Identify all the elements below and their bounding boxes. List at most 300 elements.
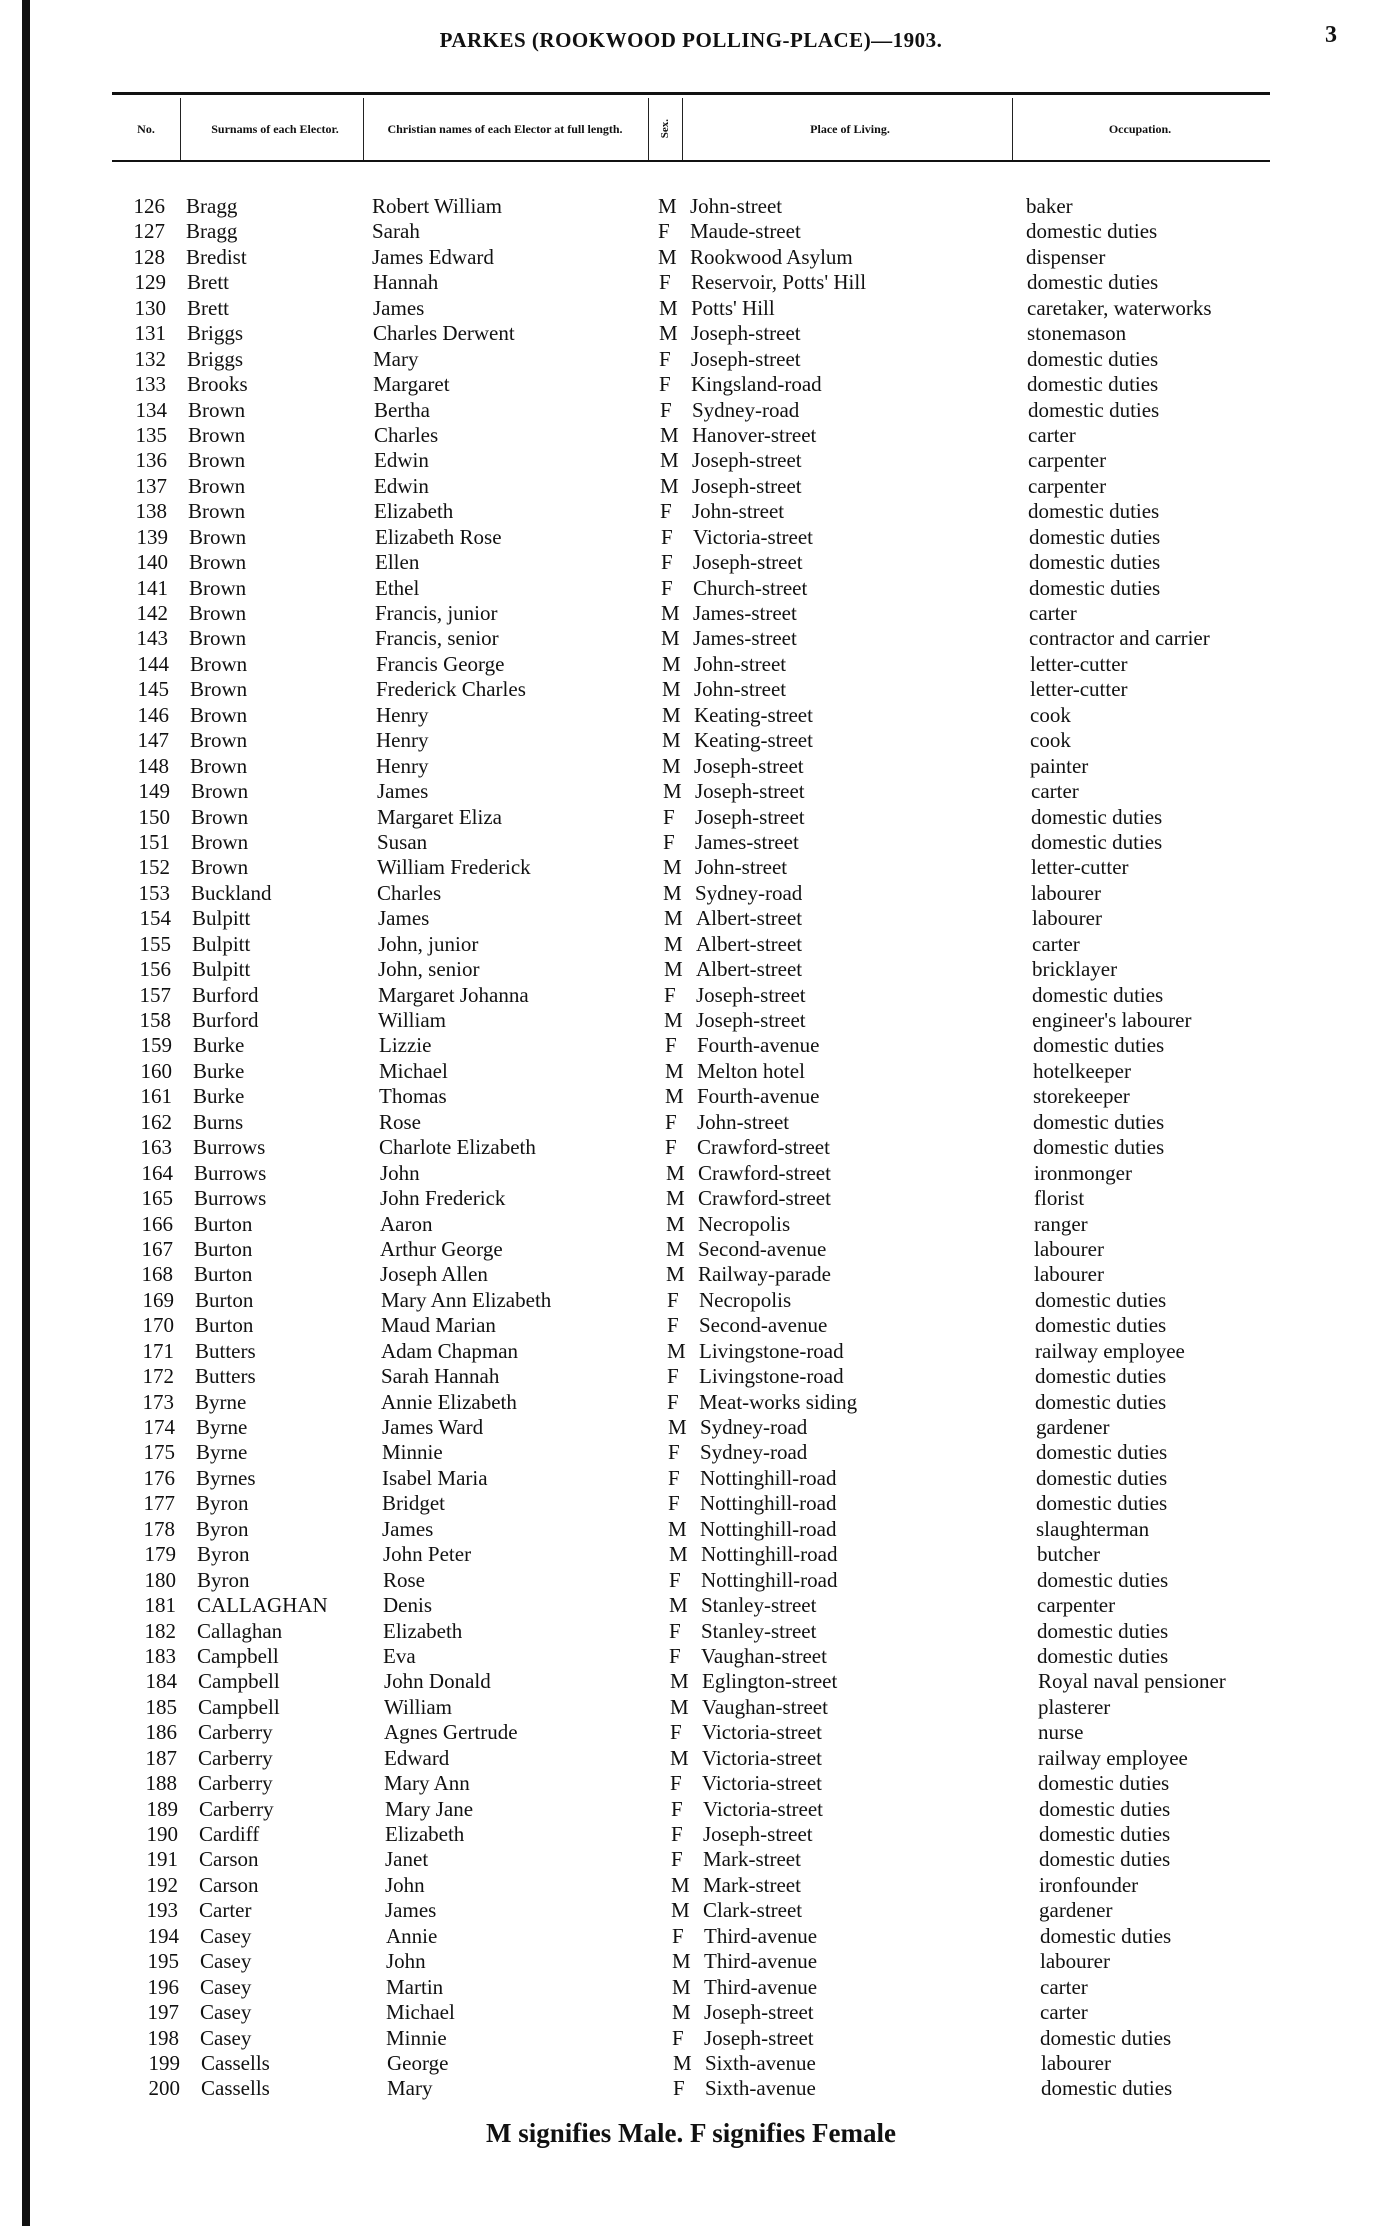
header-divider — [363, 98, 364, 160]
elector-number: 187 — [145, 1745, 177, 1770]
col-header-surname: Surnams of each Elector. — [211, 121, 339, 136]
elector-row — [0, 601, 1382, 626]
elector-occupation: cook — [1030, 702, 1071, 727]
elector-row — [0, 1110, 1382, 1135]
elector-christian-names: Rose — [383, 1567, 425, 1592]
elector-place-of-living: Albert-street — [696, 957, 803, 982]
elector-row — [0, 1593, 1382, 1618]
elector-christian-names: Joseph Allen — [380, 1262, 488, 1287]
elector-row — [0, 1695, 1382, 1720]
elector-row — [0, 1847, 1382, 1872]
elector-number: 144 — [137, 651, 169, 676]
elector-number: 128 — [133, 244, 165, 269]
elector-number: 182 — [144, 1618, 176, 1643]
elector-surname: Brown — [189, 601, 247, 625]
elector-sex: F — [659, 372, 671, 397]
elector-number: 151 — [138, 829, 170, 854]
elector-occupation: domestic duties — [1039, 1847, 1171, 1872]
elector-number: 162 — [140, 1109, 172, 1134]
elector-occupation: carter — [1040, 1974, 1088, 1999]
elector-occupation: railway employee — [1035, 1338, 1185, 1363]
elector-row — [0, 1440, 1382, 1465]
elector-occupation: carpenter — [1028, 448, 1107, 473]
elector-number: 185 — [145, 1694, 177, 1719]
elector-row — [0, 296, 1382, 321]
elector-christian-names: Henry — [376, 702, 429, 727]
elector-sex: M — [669, 1542, 688, 1567]
elector-sex: F — [660, 397, 672, 422]
elector-occupation: carter — [1040, 2000, 1088, 2025]
elector-row — [0, 398, 1382, 423]
elector-surname: Burns — [193, 1109, 244, 1134]
elector-row — [0, 2026, 1382, 2051]
elector-place-of-living: Reservoir, Potts' Hill — [691, 270, 867, 295]
elector-number: 164 — [141, 1160, 173, 1185]
elector-surname: Burton — [195, 1313, 254, 1338]
elector-sex: M — [663, 779, 682, 804]
elector-place-of-living: Sixth-avenue — [705, 2076, 816, 2101]
elector-sex: F — [659, 346, 671, 371]
elector-number: 183 — [144, 1643, 176, 1668]
elector-sex: M — [666, 1211, 685, 1236]
elector-surname: Brown — [190, 677, 248, 702]
elector-sex: F — [661, 575, 673, 600]
elector-surname: Casey — [200, 2000, 252, 2025]
elector-occupation: butcher — [1037, 1542, 1100, 1567]
elector-occupation: nurse — [1038, 1720, 1084, 1745]
elector-surname: Brett — [187, 270, 229, 295]
elector-christian-names: Elizabeth Rose — [375, 524, 502, 549]
elector-christian-names: Ellen — [375, 550, 420, 575]
elector-sex: M — [666, 1160, 685, 1185]
elector-row — [0, 957, 1382, 982]
elector-sex: F — [665, 1109, 677, 1134]
elector-surname: Burton — [194, 1262, 253, 1287]
elector-occupation: stonemason — [1027, 321, 1127, 346]
elector-surname: Cassells — [201, 2050, 270, 2075]
elector-sex: M — [660, 422, 679, 447]
elector-place-of-living: Sydney-road — [692, 397, 800, 422]
elector-christian-names: Annie — [386, 1923, 438, 1948]
elector-surname: Bredist — [186, 244, 247, 269]
elector-surname: Casey — [200, 1949, 252, 1974]
elector-occupation: domestic duties — [1029, 575, 1161, 600]
elector-place-of-living: Crawford-street — [698, 1186, 831, 1211]
elector-place-of-living: John-street — [694, 651, 787, 676]
elector-row — [0, 1568, 1382, 1593]
elector-surname: Buckland — [191, 880, 272, 905]
elector-sex: F — [659, 270, 671, 295]
elector-surname: Brown — [188, 448, 246, 473]
elector-occupation: domestic duties — [1035, 1287, 1167, 1312]
elector-place-of-living: Fourth-avenue — [697, 1033, 820, 1058]
elector-row — [0, 1212, 1382, 1237]
elector-number: 178 — [143, 1516, 175, 1541]
elector-sex: F — [667, 1287, 679, 1312]
elector-number: 173 — [142, 1389, 174, 1414]
elector-occupation: domestic duties — [1040, 2025, 1172, 2050]
elector-sex: F — [661, 524, 673, 549]
elector-occupation: engineer's labourer — [1032, 1008, 1192, 1032]
elector-occupation: slaughterman — [1036, 1516, 1150, 1541]
elector-number: 159 — [140, 1033, 172, 1058]
elector-christian-names: Aaron — [380, 1211, 433, 1236]
elector-surname: Casey — [200, 1923, 252, 1948]
elector-surname: Burke — [193, 1033, 245, 1058]
elector-place-of-living: Third-avenue — [704, 1923, 818, 1948]
elector-number: 166 — [141, 1211, 173, 1236]
elector-occupation: domestic duties — [1035, 1364, 1167, 1389]
elector-place-of-living: Maude-street — [690, 219, 801, 244]
elector-christian-names: Bridget — [382, 1491, 445, 1516]
elector-number: 139 — [136, 524, 168, 549]
elector-row — [0, 1517, 1382, 1542]
elector-sex: M — [672, 2000, 691, 2025]
elector-christian-names: Eva — [383, 1643, 416, 1668]
elector-surname: Byron — [196, 1491, 249, 1516]
elector-surname: Byron — [197, 1567, 250, 1592]
elector-sex: M — [670, 1694, 689, 1719]
elector-christian-names: John — [380, 1160, 420, 1185]
elector-sex: F — [672, 1923, 684, 1948]
elector-number: 186 — [145, 1720, 177, 1745]
elector-occupation: domestic duties — [1036, 1440, 1168, 1465]
elector-christian-names: Charles — [377, 880, 442, 905]
elector-row — [0, 779, 1382, 804]
elector-number: 176 — [143, 1465, 175, 1490]
elector-sex: M — [671, 1898, 690, 1923]
elector-number: 196 — [147, 1974, 179, 1999]
elector-christian-names: Adam Chapman — [381, 1338, 519, 1363]
elector-surname: Carberry — [198, 1771, 273, 1796]
elector-row — [0, 1797, 1382, 1822]
elector-row — [0, 1262, 1382, 1287]
elector-place-of-living: Melton hotel — [697, 1058, 805, 1083]
elector-sex: F — [669, 1618, 681, 1643]
elector-occupation: domestic duties — [1037, 1618, 1169, 1643]
elector-surname: Burford — [192, 1008, 259, 1032]
elector-surname: Casey — [200, 2025, 252, 2050]
elector-row — [0, 881, 1382, 906]
elector-surname: Briggs — [187, 321, 244, 346]
elector-row — [0, 2076, 1382, 2101]
elector-surname: Carberry — [199, 1796, 274, 1821]
elector-occupation: cook — [1030, 728, 1071, 753]
elector-christian-names: James — [377, 779, 429, 804]
elector-number: 180 — [144, 1567, 176, 1592]
elector-occupation: baker — [1026, 194, 1073, 218]
elector-number: 156 — [139, 957, 171, 982]
elector-surname: Brown — [190, 702, 248, 727]
elector-place-of-living: Joseph-street — [695, 779, 805, 804]
elector-surname: Butters — [195, 1338, 256, 1363]
page-number: 3 — [1325, 22, 1337, 48]
elector-row — [0, 245, 1382, 270]
header-divider — [180, 98, 181, 160]
elector-number: 154 — [139, 906, 171, 931]
elector-surname: Callaghan — [197, 1618, 283, 1643]
col-header-occupation: Occupation. — [1108, 121, 1172, 136]
elector-occupation: domestic duties — [1036, 1465, 1168, 1490]
elector-sex: M — [664, 1008, 683, 1032]
elector-number: 167 — [141, 1236, 173, 1261]
elector-row — [0, 499, 1382, 524]
elector-number: 188 — [145, 1771, 177, 1796]
elector-christian-names: Denis — [383, 1593, 432, 1618]
elector-occupation: domestic duties — [1031, 804, 1163, 829]
elector-surname: Bulpitt — [192, 957, 251, 982]
elector-row — [0, 1033, 1382, 1058]
elector-number: 198 — [147, 2025, 179, 2050]
elector-christian-names: Henry — [376, 728, 429, 753]
elector-christian-names: William Frederick — [377, 855, 531, 880]
elector-row — [0, 754, 1382, 779]
elector-christian-names: Hannah — [373, 270, 439, 295]
elector-sex: F — [669, 1643, 681, 1668]
elector-sex: M — [665, 1084, 684, 1109]
elector-occupation: carpenter — [1037, 1593, 1116, 1618]
elector-row — [0, 906, 1382, 931]
elector-surname: Carter — [199, 1898, 252, 1923]
elector-number: 181 — [144, 1593, 176, 1618]
elector-christian-names: Isabel Maria — [382, 1465, 488, 1490]
elector-occupation: letter-cutter — [1031, 855, 1129, 880]
elector-place-of-living: Sixth-avenue — [705, 2050, 816, 2075]
elector-number: 175 — [143, 1440, 175, 1465]
elector-number: 136 — [135, 448, 167, 473]
elector-surname: Brown — [191, 855, 249, 880]
elector-sex: F — [660, 499, 672, 524]
elector-surname: Bulpitt — [192, 906, 251, 931]
elector-number: 165 — [141, 1186, 173, 1211]
elector-christian-names: John — [386, 1949, 426, 1974]
elector-number: 140 — [136, 550, 168, 575]
elector-sex: F — [670, 1771, 682, 1796]
elector-place-of-living: James-street — [693, 601, 797, 625]
elector-christian-names: Maud Marian — [381, 1313, 496, 1338]
elector-place-of-living: Nottinghill-road — [700, 1465, 837, 1490]
elector-surname: Brown — [188, 422, 246, 447]
elector-christian-names: Bertha — [374, 397, 430, 422]
col-header-place: Place of Living. — [810, 121, 890, 136]
elector-surname: Byrne — [196, 1440, 248, 1465]
elector-occupation: domestic duties — [1039, 1822, 1171, 1846]
elector-place-of-living: John-street — [695, 855, 788, 880]
elector-number: 193 — [146, 1898, 178, 1923]
elector-row — [0, 1339, 1382, 1364]
elector-number: 127 — [133, 219, 165, 244]
elector-row — [0, 1720, 1382, 1745]
elector-surname: Briggs — [187, 346, 244, 371]
elector-row — [0, 1619, 1382, 1644]
elector-number: 126 — [133, 194, 165, 218]
elector-christian-names: Henry — [376, 753, 429, 778]
elector-occupation: hotelkeeper — [1033, 1058, 1131, 1083]
elector-place-of-living: Nottinghill-road — [700, 1516, 837, 1541]
elector-row — [0, 219, 1382, 244]
elector-place-of-living: Joseph-street — [692, 448, 802, 473]
elector-number: 171 — [142, 1338, 174, 1363]
elector-place-of-living: Sydney-road — [695, 880, 803, 905]
elector-occupation: contractor and carrier — [1029, 626, 1210, 651]
elector-number: 133 — [134, 372, 166, 397]
elector-number: 163 — [140, 1135, 172, 1160]
elector-christian-names: Francis, junior — [375, 601, 498, 625]
elector-place-of-living: Victoria-street — [693, 524, 814, 549]
elector-sex: M — [659, 321, 678, 346]
elector-row — [0, 372, 1382, 397]
elector-christian-names: John Frederick — [380, 1186, 506, 1211]
elector-christian-names: John Donald — [384, 1669, 491, 1694]
elector-occupation: domestic duties — [1027, 270, 1159, 295]
elector-sex: M — [662, 702, 681, 727]
elector-sex: F — [667, 1389, 679, 1414]
elector-surname: Bulpitt — [192, 931, 251, 956]
elector-place-of-living: James-street — [693, 626, 797, 651]
elector-place-of-living: Stanley-street — [701, 1618, 817, 1643]
elector-number: 138 — [135, 499, 167, 524]
electors-list — [0, 194, 1382, 2102]
elector-christian-names: Martin — [386, 1974, 444, 1999]
elector-row — [0, 270, 1382, 295]
elector-sex: M — [662, 651, 681, 676]
elector-occupation: ranger — [1034, 1211, 1088, 1236]
elector-surname: Brown — [191, 804, 249, 829]
elector-place-of-living: John-street — [690, 194, 783, 218]
elector-surname: Carberry — [198, 1745, 273, 1770]
elector-sex: M — [669, 1593, 688, 1618]
elector-row — [0, 983, 1382, 1008]
elector-place-of-living: James-street — [695, 829, 799, 854]
elector-number: 168 — [141, 1262, 173, 1287]
elector-sex: M — [672, 1974, 691, 1999]
elector-surname: Byron — [196, 1516, 249, 1541]
elector-row — [0, 321, 1382, 346]
elector-place-of-living: Second-avenue — [699, 1313, 828, 1338]
elector-occupation: domestic duties — [1029, 550, 1161, 575]
elector-number: 145 — [137, 677, 169, 702]
elector-place-of-living: Church-street — [693, 575, 808, 600]
elector-sex: F — [672, 2025, 684, 2050]
elector-row — [0, 525, 1382, 550]
elector-row — [0, 1822, 1382, 1847]
elector-christian-names: John, senior — [378, 957, 480, 982]
elector-christian-names: Sarah — [372, 219, 420, 244]
elector-place-of-living: Third-avenue — [704, 1974, 818, 1999]
header-divider — [1012, 98, 1013, 160]
elector-number: 174 — [143, 1415, 175, 1439]
elector-number: 169 — [142, 1287, 174, 1312]
elector-sex: M — [670, 1669, 689, 1694]
elector-number: 141 — [136, 575, 168, 600]
elector-surname: Brown — [190, 651, 248, 676]
elector-surname: Byron — [197, 1542, 250, 1567]
header-top-rule — [112, 92, 1270, 95]
elector-christian-names: Michael — [379, 1058, 448, 1083]
elector-number: 150 — [138, 804, 170, 829]
elector-occupation: carter — [1032, 931, 1080, 956]
elector-occupation: domestic duties — [1035, 1313, 1167, 1338]
elector-surname: Brown — [189, 626, 247, 651]
elector-occupation: domestic duties — [1027, 372, 1159, 397]
elector-place-of-living: Hanover-street — [692, 422, 817, 447]
elector-row — [0, 347, 1382, 372]
elector-row — [0, 1873, 1382, 1898]
elector-place-of-living: Meat-works siding — [699, 1389, 858, 1414]
elector-number: 152 — [138, 855, 170, 880]
elector-occupation: domestic duties — [1032, 982, 1164, 1007]
elector-number: 179 — [144, 1542, 176, 1567]
elector-place-of-living: Victoria-street — [702, 1720, 823, 1745]
elector-surname: Carberry — [198, 1720, 273, 1745]
elector-sex: M — [665, 1058, 684, 1083]
elector-sex: F — [668, 1440, 680, 1465]
elector-occupation: plasterer — [1038, 1694, 1111, 1719]
elector-sex: M — [660, 473, 679, 498]
elector-sex: M — [663, 855, 682, 880]
elector-row — [0, 576, 1382, 601]
elector-sex: F — [668, 1465, 680, 1490]
page-title: PARKES (ROOKWOOD POLLING-PLACE)—1903. — [439, 28, 943, 52]
elector-christian-names: Michael — [386, 2000, 455, 2025]
elector-row — [0, 194, 1382, 219]
elector-occupation: ironmonger — [1034, 1160, 1132, 1185]
elector-sex: F — [663, 804, 675, 829]
elector-place-of-living: Joseph-street — [691, 321, 801, 346]
elector-sex: M — [658, 194, 677, 218]
elector-christian-names: William — [384, 1694, 452, 1719]
elector-christian-names: James — [373, 295, 425, 320]
elector-surname: Byrne — [196, 1415, 248, 1439]
elector-christian-names: James — [385, 1898, 437, 1923]
elector-christian-names: Robert William — [372, 194, 502, 218]
elector-christian-names: Elizabeth — [385, 1822, 465, 1846]
elector-place-of-living: Third-avenue — [704, 1949, 818, 1974]
elector-number: 160 — [140, 1058, 172, 1083]
elector-surname: Casey — [200, 1974, 252, 1999]
col-header-sex-label: Sex. — [658, 119, 671, 139]
elector-place-of-living: Mark-street — [703, 1847, 801, 1872]
elector-surname: Brown — [190, 728, 248, 753]
elector-christian-names: William — [378, 1008, 446, 1032]
elector-occupation: painter — [1030, 753, 1089, 778]
elector-surname: Carson — [199, 1847, 259, 1872]
elector-number: 194 — [147, 1923, 179, 1948]
elector-christian-names: Frederick Charles — [376, 677, 526, 702]
elector-sex: F — [667, 1364, 679, 1389]
elector-place-of-living: Albert-street — [696, 931, 803, 956]
elector-row — [0, 626, 1382, 651]
elector-place-of-living: Keating-street — [694, 728, 813, 753]
elector-surname: Burford — [192, 982, 259, 1007]
elector-row — [0, 728, 1382, 753]
elector-row — [0, 423, 1382, 448]
elector-sex: M — [661, 626, 680, 651]
elector-sex: M — [662, 728, 681, 753]
elector-occupation: domestic duties — [1027, 346, 1159, 371]
elector-row — [0, 550, 1382, 575]
elector-number: 134 — [135, 397, 167, 422]
elector-row — [0, 1390, 1382, 1415]
elector-surname: Burton — [194, 1211, 253, 1236]
elector-number: 161 — [140, 1084, 172, 1109]
elector-christian-names: Minnie — [386, 2025, 447, 2050]
elector-row — [0, 1542, 1382, 1567]
elector-number: 177 — [143, 1491, 175, 1516]
elector-row — [0, 652, 1382, 677]
elector-place-of-living: John-street — [694, 677, 787, 702]
elector-place-of-living: Eglington-street — [702, 1669, 838, 1694]
